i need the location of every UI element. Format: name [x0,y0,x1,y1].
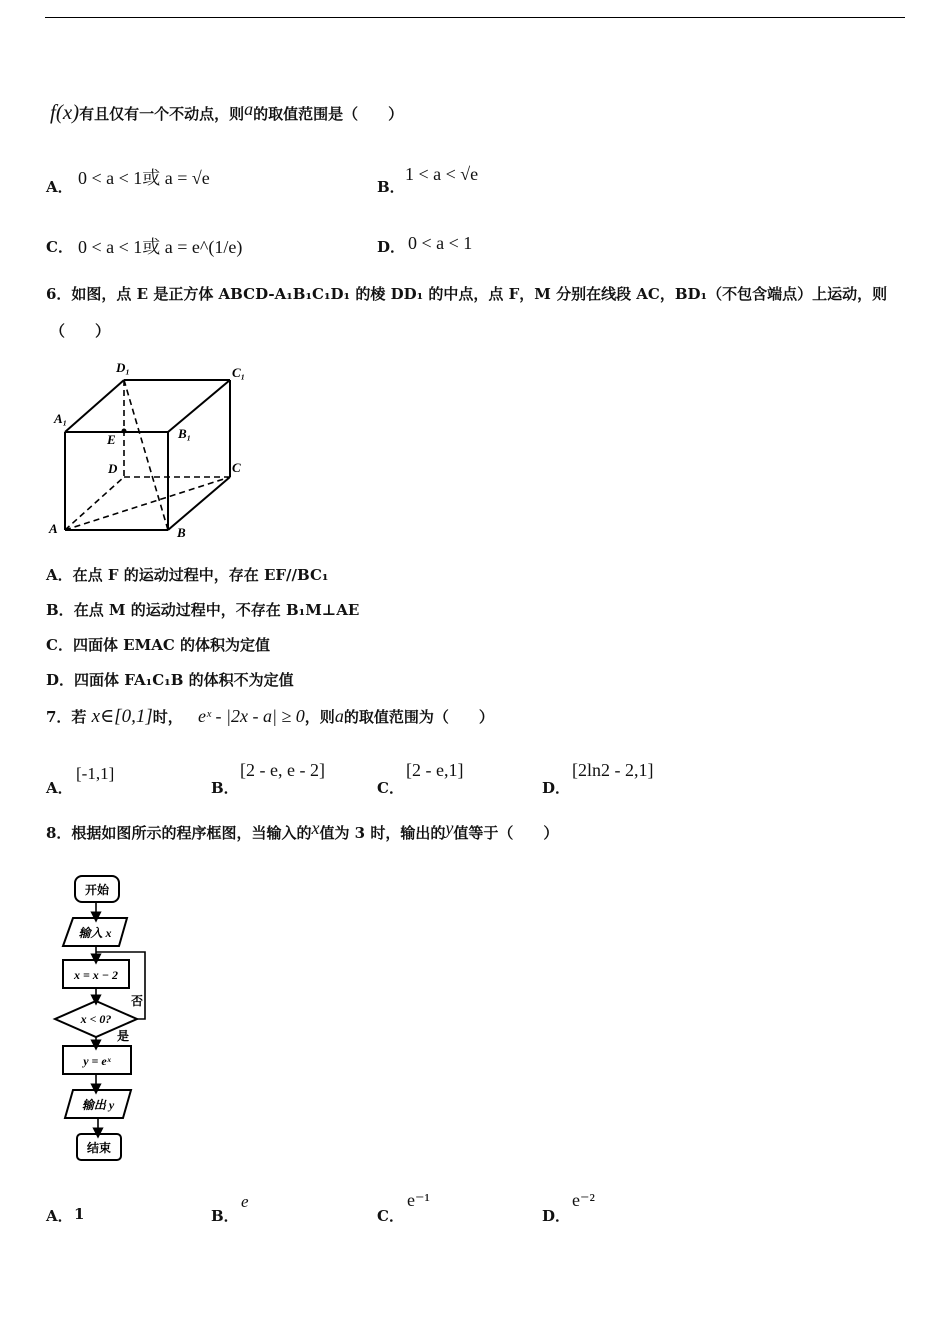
q6-option-d [46,669,294,690]
q5-option-d-label: D． [377,238,406,256]
cube-label-d: D [108,461,118,476]
q8-option-b-value: e [241,1192,249,1211]
flow-start-label: 开始 [84,883,110,897]
q5-option-b-value: 1 < a < √e [405,164,479,184]
cube-label-a1: A₁ [54,411,68,426]
q7-cond: x∈[0,1] [91,706,153,727]
q7-tail: 的取值范围为（ ） [343,708,494,726]
q7-option-c-value: [2 - e,1] [406,760,464,780]
q8-option-c-value: e⁻¹ [407,1190,430,1210]
q5-fx: f(x) [50,100,80,124]
q8-option-d-value: e⁻² [572,1190,595,1210]
q6-option-b-label: B． [46,601,74,619]
q8-option-d-label: D． [542,1207,571,1225]
q6-stem: 6．如图，点 E 是正方体 ABCD-A₁B₁C₁D₁ 的棱 DD₁ 的中点，点 F，M 分别在线段 AC，BD₁（不包含端点）上运动，则 [46,285,888,303]
q5-stem-text2: 的取值范围是（ ） [253,105,404,123]
q5-option-b-label: B． [377,178,405,196]
q7-option-d-value: [2ln2 - 2,1] [572,760,654,780]
q8-text3: 值等于（ ） [453,824,559,842]
q5-option-a-value: 0 < a < 1或 a = √e [78,168,210,188]
q8-text2: 值为 3 时，输出的 [319,824,446,842]
q8-stem [46,818,559,843]
flow-cond-label: x < 0? [80,1012,112,1026]
header-rule [45,17,905,18]
q6-stem-cont: （ ） [50,322,111,340]
q6-option-a-text: 在点 F 的运动过程中，存在 EF//BC₁ [72,566,329,584]
flow-calc-label: y = eˣ [83,1054,111,1068]
flow-yes-label: 是 [116,1029,130,1043]
q8-text1: 8．根据如图所示的程序框图，当输入的 [46,824,312,842]
q5-option-c-value: 0 < a < 1或 a = e^(1/e) [78,237,243,257]
q7-option-b-label: B． [211,779,239,797]
q7-option-a-value: [-1,1] [76,764,115,783]
q7-var: a [334,706,344,726]
q8-option-a-value: 1 [74,1205,85,1223]
cube-label-a: A [49,521,58,536]
q5-stem-text1: 有且仅有一个不动点，则 [79,105,245,123]
cube-figure [40,355,270,545]
q6-option-c-label: C． [46,636,73,654]
q6-option-d-label: D． [46,671,75,689]
q6-option-c-text: 四面体 EMAC 的体积为定值 [72,636,271,654]
q7-num: 7．若 [46,708,87,726]
q6-option-a [46,564,328,585]
cube-label-e: E [107,432,116,447]
q6-option-b [46,599,359,620]
flow-assign-label: x = x − 2 [73,968,119,982]
q8-var-x: x [311,818,320,838]
q7-option-c-label: C． [377,779,404,797]
cube-label-d1: D₁ [116,360,130,375]
q8-option-a-label: A． [46,1207,73,1225]
q7-text-time: 时， [152,708,183,726]
q6-option-a-label: A． [46,566,73,584]
cube-label-c1: C₁ [232,365,246,380]
q5-option-c-label: C． [46,238,73,256]
q7-option-a-label: A． [46,779,73,797]
flowchart [45,868,165,1168]
q5-option-a-label: A． [46,178,73,196]
q5-option-d-value: 0 < a < 1 [408,233,473,253]
q7-option-d-label: D． [542,779,571,797]
q8-option-b-label: B． [211,1207,239,1225]
q7-stem [46,705,494,728]
q8-option-c-label: C． [377,1207,404,1225]
q8-var-y: y [445,818,454,838]
q7-option-b-value: [2 - e, e - 2] [240,760,325,780]
q5-stem-a: a [244,99,254,119]
cube-label-b1: B₁ [178,426,192,441]
cube-label-b: B [177,525,186,540]
flow-input-label: 输入 x [78,926,112,940]
q6-option-b-text: 在点 M 的运动过程中，不存在 B₁M⊥AE [73,601,360,619]
flow-output-label: 输出 y [81,1098,115,1112]
flow-end-label: 结束 [86,1141,112,1155]
q6-option-c [46,634,270,655]
q7-text-then: ，则 [304,708,335,726]
cube-label-c: C [232,460,241,475]
flow-no-label: 否 [130,994,144,1008]
q7-ineq: eˣ - |2x - a| ≥ 0 [197,706,305,726]
q5-stem [50,100,403,125]
q6-option-d-text: 四面体 FA₁C₁B 的体积不为定值 [74,671,294,689]
